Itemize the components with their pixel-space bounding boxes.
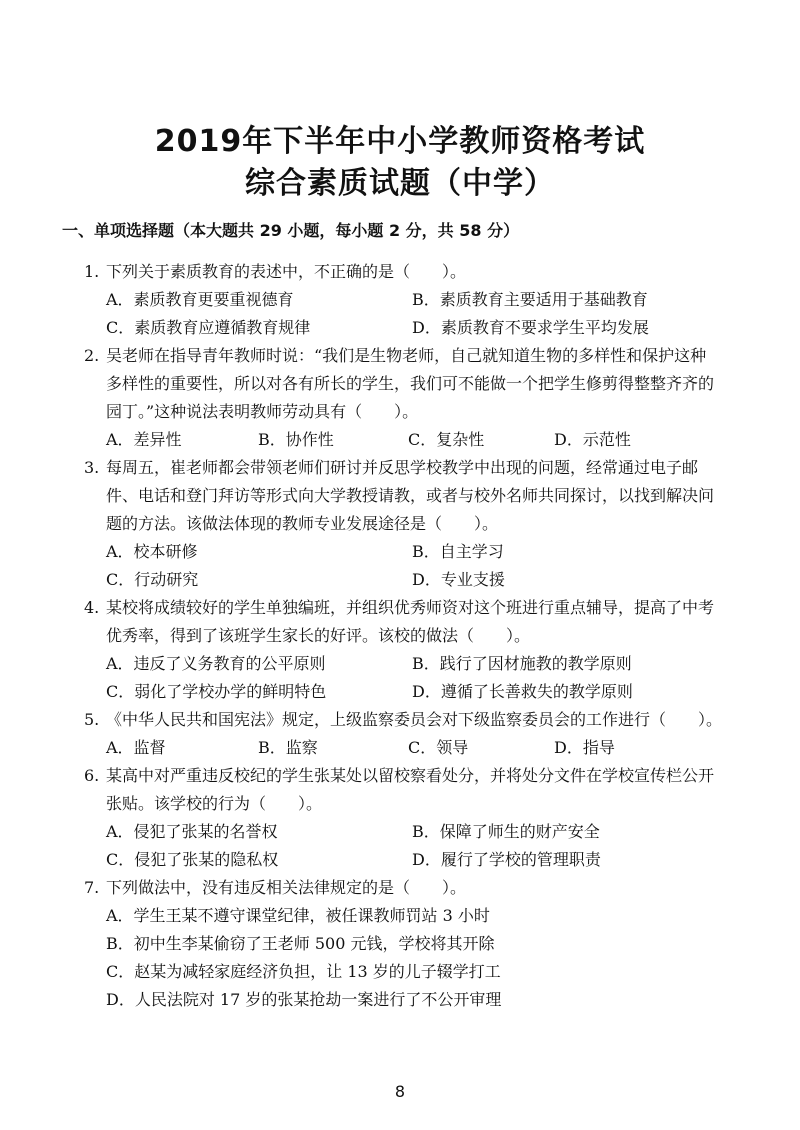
option-c[interactable]: C．侵犯了张某的隐私权: [106, 850, 279, 869]
option-b[interactable]: B．初中生李某偷窃了王老师 500 元钱，学校将其开除: [106, 934, 495, 953]
question-number: 2.: [84, 346, 100, 365]
option-a[interactable]: A．违反了义务教育的公平原则: [106, 654, 326, 673]
question-text-line: 张贴。该学校的行为（ ）。: [106, 794, 323, 813]
option-d[interactable]: D．示范性: [554, 430, 631, 449]
option-d[interactable]: D．专业支援: [412, 570, 505, 589]
question-text-line: 某高中对严重违反校纪的学生张某处以留校察看处分，并将处分文件在学校宣传栏公开: [106, 766, 715, 785]
question-text-line: 下列关于素质教育的表述中，不正确的是（ ）。: [106, 262, 467, 281]
option-d[interactable]: D．履行了学校的管理职责: [412, 850, 601, 869]
question-text-line: 下列做法中，没有违反相关法律规定的是（ ）。: [106, 878, 467, 897]
page-number: 8: [394, 1082, 406, 1101]
question-number: 3.: [84, 458, 100, 477]
option-b[interactable]: B．践行了因材施教的教学原则: [412, 654, 632, 673]
option-d[interactable]: D．素质教育不要求学生平均发展: [412, 318, 649, 337]
question-number: 1.: [84, 262, 100, 281]
option-b[interactable]: B．保障了师生的财产安全: [412, 822, 600, 841]
question-text-line: 多样性的重要性，所以对各有所长的学生，我们可不能做一个把学生修剪得整整齐齐的: [106, 374, 715, 393]
question-text-line: 件、电话和登门拜访等形式向大学教授请教，或者与校外名师共同探讨，以找到解决问: [106, 486, 715, 505]
option-c[interactable]: C．弱化了学校办学的鲜明特色: [106, 682, 327, 701]
option-b[interactable]: B．协作性: [258, 430, 334, 449]
question-number: 5.: [84, 710, 100, 729]
option-b[interactable]: B．素质教育主要适用于基础教育: [412, 290, 648, 309]
option-a[interactable]: A．差异性: [106, 430, 182, 449]
question-text-line: 题的方法。该做法体现的教师专业发展途径是（ ）。: [106, 514, 499, 533]
option-a[interactable]: A．监督: [106, 738, 166, 757]
option-d[interactable]: D．遵循了长善救失的教学原则: [412, 682, 633, 701]
option-a[interactable]: A．学生王某不遵守课堂纪律，被任课教师罚站 3 小时: [106, 906, 490, 925]
option-b[interactable]: B．监察: [258, 738, 318, 757]
option-c[interactable]: C．素质教育应遵循教育规律: [106, 318, 311, 337]
question-text-line: 某校将成绩较好的学生单独编班，并组织优秀师资对这个班进行重点辅导，提高了中考: [106, 598, 715, 617]
question-text-line: 优秀率，得到了该班学生家长的好评。该校的做法（ ）。: [106, 626, 531, 645]
section-heading: 一、单项选择题（本大题共 29 小题，每小题 2 分，共 58 分）: [62, 221, 520, 240]
question-text-line: 园丁。”这种说法表明教师劳动具有（ ）。: [106, 402, 419, 421]
option-c[interactable]: C．行动研究: [106, 570, 199, 589]
option-a[interactable]: A．校本研修: [106, 542, 198, 561]
option-c[interactable]: C．赵某为减轻家庭经济负担，让 13 岁的儿子辍学打工: [106, 962, 501, 981]
option-d[interactable]: D．人民法院对 17 岁的张某抢劫一案进行了不公开审理: [106, 990, 502, 1009]
question-text-line: 每周五，崔老师都会带领老师们研讨并反思学校教学中出现的问题，经常通过电子邮: [106, 458, 699, 477]
exam-title-line1: 2019年下半年中小学教师资格考试: [154, 124, 646, 159]
option-c[interactable]: C．领导: [408, 738, 469, 757]
question-number: 6.: [84, 766, 100, 785]
option-a[interactable]: A．素质教育更要重视德育: [106, 290, 294, 309]
question-text-line: 《中华人民共和国宪法》规定，上级监察委员会对下级监察委员会的工作进行（ ）。: [106, 710, 723, 729]
exam-title-line2: 综合素质试题（中学）: [245, 166, 555, 201]
option-c[interactable]: C．复杂性: [408, 430, 485, 449]
question-number: 4.: [84, 598, 100, 617]
option-a[interactable]: A．侵犯了张某的名誉权: [106, 822, 278, 841]
option-d[interactable]: D．指导: [554, 738, 615, 757]
question-text-line: 吴老师在指导青年教师时说：“我们是生物老师，自己就知道生物的多样性和保护这种: [106, 346, 707, 365]
option-b[interactable]: B．自主学习: [412, 542, 504, 561]
question-number: 7.: [84, 878, 100, 897]
